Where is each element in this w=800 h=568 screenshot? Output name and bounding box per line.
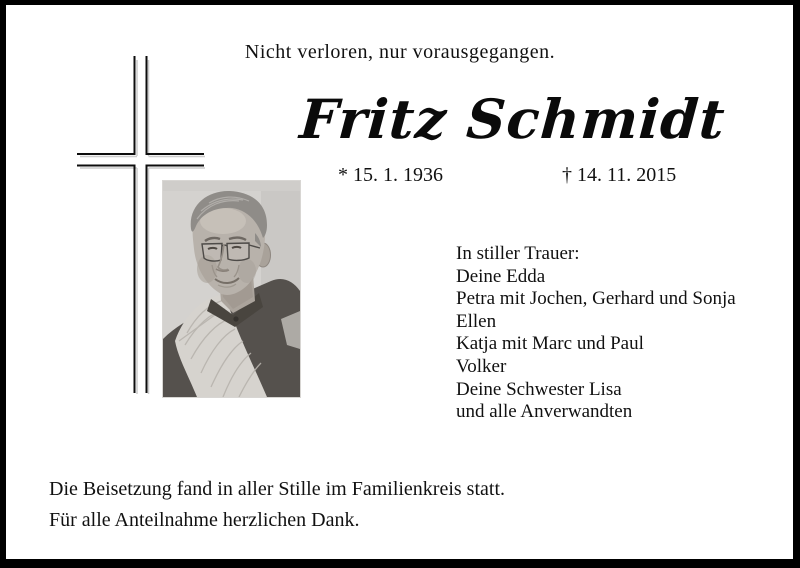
epigraph-text: Nicht verloren, nur vorausgegangen. bbox=[244, 41, 556, 63]
mourner-line: Katja mit Marc und Paul bbox=[456, 333, 644, 355]
mourner-line: Deine Edda bbox=[456, 265, 546, 287]
mourners-intro: In stiller Trauer: bbox=[456, 243, 580, 264]
thanks-notice: Für alle Anteilnahme herzlichen Dank. bbox=[49, 509, 360, 531]
death-date: † 14. 11. 2015 bbox=[562, 164, 677, 186]
mourner-line: Petra mit Jochen, Gerhard und Sonja bbox=[456, 288, 736, 310]
mourners-list bbox=[456, 243, 766, 424]
portrait-photo bbox=[163, 181, 300, 397]
mourner-line: Deine Schwester Lisa bbox=[456, 378, 622, 400]
birth-date: * 15. 1. 1936 bbox=[338, 164, 443, 186]
mourner-line: Ellen bbox=[456, 310, 497, 332]
burial-notice: Die Beisetzung fand in aller Stille im Familienkreis statt. bbox=[49, 478, 506, 500]
mourner-line: und alle Anverwandten bbox=[456, 401, 633, 423]
mourner-line: Volker bbox=[456, 355, 507, 377]
deceased-name: Fritz Schmidt bbox=[297, 87, 728, 151]
